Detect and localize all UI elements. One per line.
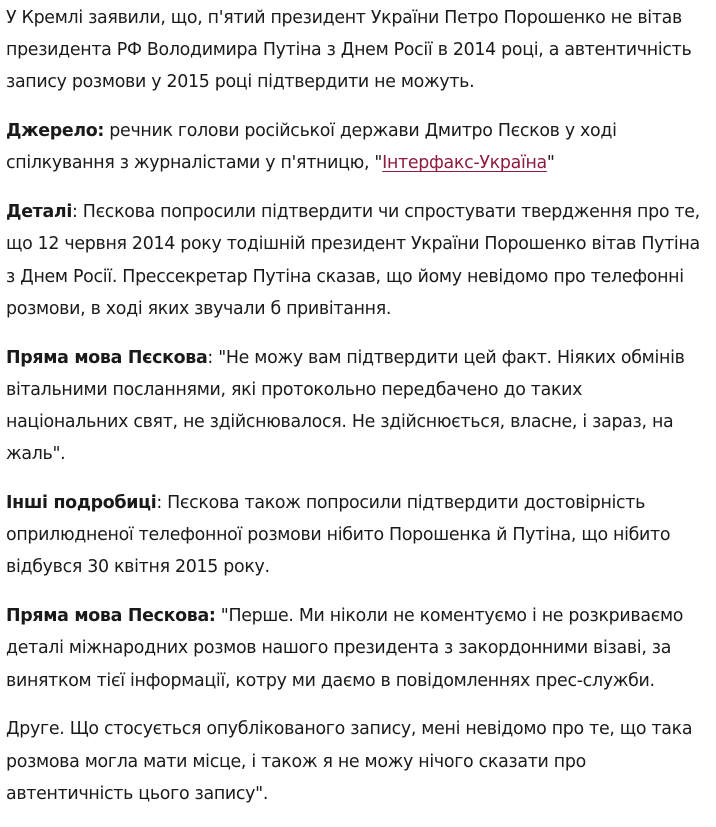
intro-paragraph: У Кремлі заявили, що, п'ятий президент України Петро Порошенко не вітав президента РФ Володимира Путіна з Днем Росії в 2014 році, а автентичність запису розмови у 2015 році підтвердити не можуть. <box>6 8 692 93</box>
second-paragraph: Друге. Що стосується опублікованого запису, мені невідомо про те, що така розмова могла мати місце, і також я не можу нічого сказати про автентичність цього запису". <box>6 719 693 804</box>
interfax-link[interactable]: Інтерфакс-Україна <box>382 153 547 174</box>
quote1-paragraph <box>6 342 706 471</box>
quote1-text: : "Не можу вам підтвердити цей факт. Ніяких обмінів вітальними посланнями, які протокольно передбачено до таких національних свят, не здійснювалося. Не здійснюється, власне, і зараз, на жаль". <box>6 347 685 465</box>
details-text: : Пєскова попросили підтвердити чи спростувати твердження про те, що 12 червня 2014 року тодішній президент України Порошенко вітав Путіна з Днем Росії. Прессекретар Путіна сказав, що йому невідомо про телефонні розмови, в ході яких звучали б привітання. <box>6 202 700 319</box>
details-paragraph <box>6 196 706 325</box>
other-details-paragraph <box>6 487 706 584</box>
other-details-text: : Пєскова також попросили підтвердити достовірність оприлюдненої телефонної розмови нібито Порошенка й Путіна, що нібито відбувся 30 квітня 2015 року. <box>6 493 671 578</box>
quote2-label: Пряма мова Пескова: <box>6 606 216 627</box>
details-label: Деталі <box>6 202 72 223</box>
other-details-label: Інші подробиці <box>6 493 157 514</box>
source-text: речник голови російської держави Дмитро Пєсков у ході спілкування з журналістами у п'ятницю, " <box>6 121 617 174</box>
source-label: Джерело: <box>6 121 105 142</box>
source-paragraph <box>6 115 706 179</box>
article-body <box>6 2 706 827</box>
quote2-paragraph <box>6 600 706 697</box>
source-closing-quote: " <box>546 153 555 174</box>
quote2-text: "Перше. Ми ніколи не коментуємо і не розкриваємо деталі міжнародних розмов нашого президента з закордонними візаві, за винятком тієї інформації, котру ми даємо в повідомленнях прес-служби. <box>6 606 684 691</box>
quote1-label: Пряма мова Пєскова <box>6 347 208 368</box>
